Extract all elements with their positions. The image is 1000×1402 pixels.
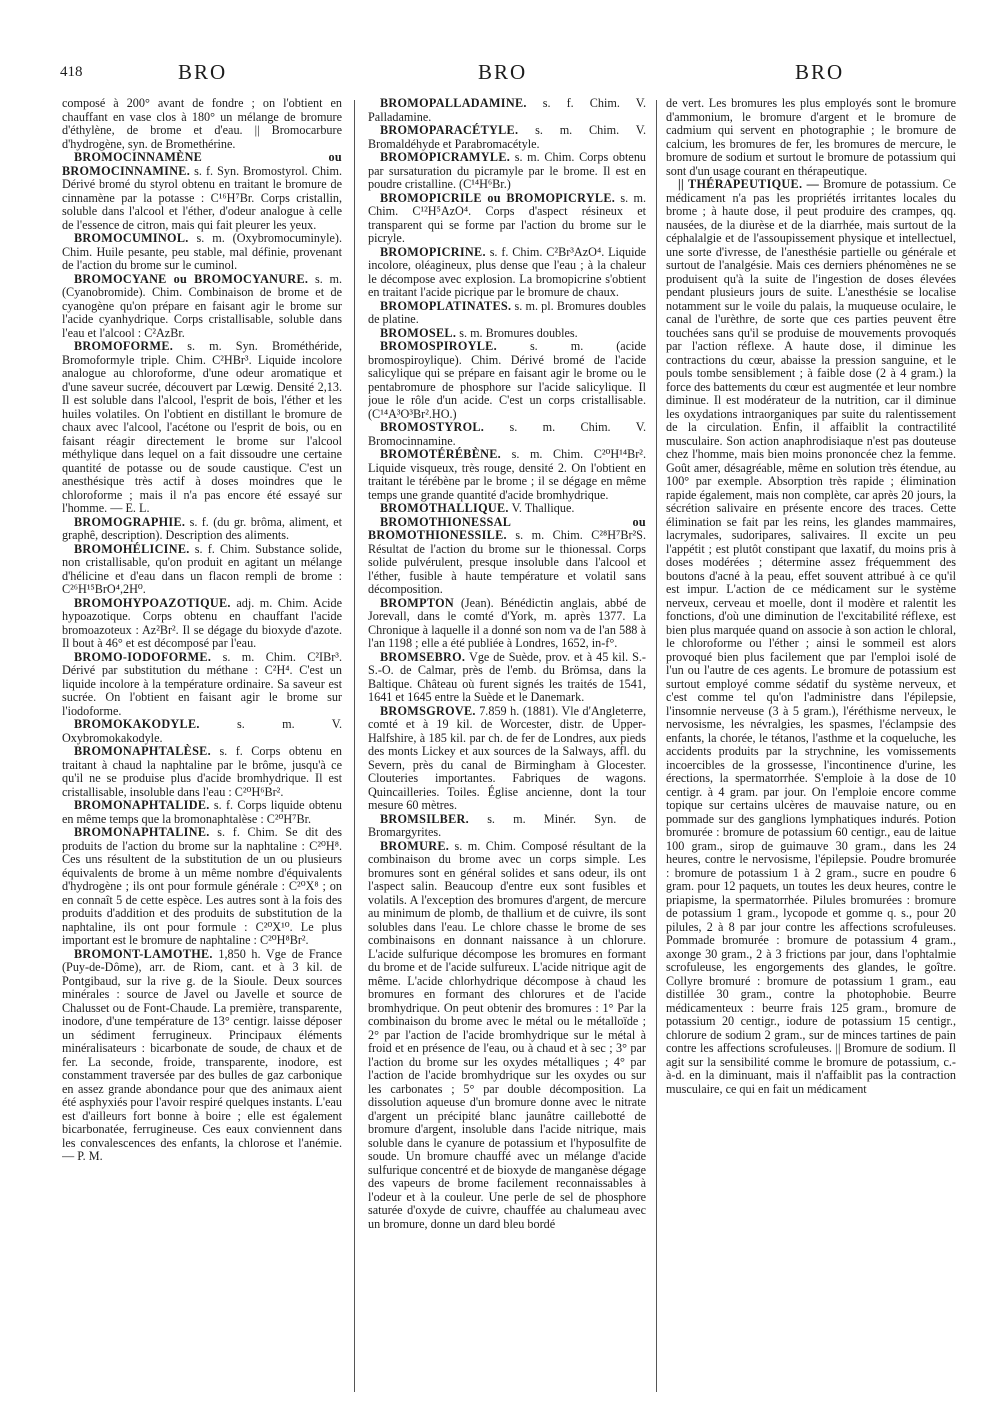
entry-text: s. m. Chim. V. Bromocinnamine. xyxy=(368,420,646,448)
entry-text: s. f. Chim. Substance solide, non cristallisable, qu'on produit en agitant un mélange d'hélicine et d'eau dans un flacon rempli de brome : C²⁶H¹⁵BrO⁴,2H⁰. xyxy=(62,541,342,596)
entry-text: s. f. Syn. Bromostyrol. Chim. Dérivé bromé du styrol obtenu en traitant le bromure de cinnamène par la potasse : C¹⁶H⁷Br. Corps cristallin, soluble dans l'alcool et l'éther, d'odeur analogue à celle de l'essence de citron, mais qui fait pleurer les yeux. xyxy=(62,163,342,232)
entry-text: s. m. Bromures doubles. xyxy=(459,325,578,340)
entry-text: s. m. Chim. V. Bromaldéhyde et Parabromacétyle. xyxy=(368,123,646,151)
entry-text: V. Thallique. xyxy=(511,501,575,515)
dictionary-entry xyxy=(368,124,646,151)
dictionary-entry xyxy=(62,745,342,799)
entry-text: 7.859 h. (1881). Vle d'Angleterre, comté et à 19 kil. de Worcester, distr. de Upper-Halfshire, à 185 kil. par ch. de fer de Londres, aux pieds des monts Lickey et aux sources de la Salways, affl. du Severn, près du canal de Birmingham à Glocester. Clouteries importantes. Fabriques de wagons. Quincailleries. Toiles. Église ancienne, dont la tour mesure 60 mètres. xyxy=(368,703,646,812)
entry-text: de vert. Les bromures les plus employés sont le bromure d'ammonium, le bromure d'argent et le bromure de cadmium qui servent en photographie ; le bromure de calcium, les bromures de fer, les bromures de mercure, le bromure de sodium et surtout le bromure de potassium qui sont d'un usage courant en thérapeutique. xyxy=(666,97,956,178)
entry-text: s. m. (Oxybromocuminyle). Chim. Huile pesante, peu stable, mal définie, provenant de l'action du brome sur le cuminol. xyxy=(62,231,342,272)
entry-headword: BROMOHYPOAZOTIQUE. xyxy=(74,595,231,610)
entry-headword: BROMOKAKODYLE. xyxy=(74,717,200,731)
dictionary-entry xyxy=(368,192,646,246)
entry-text: adj. m. Chim. Acide hypoazotique. Corps obtenu en chauffant l'acide bromoazoteux : Az²Br². Il se dégage du bioxyde d'azote. Il bout à 46° et est décomposé par l'eau. xyxy=(62,595,342,650)
dictionary-entry xyxy=(62,651,342,719)
dictionary-entry xyxy=(368,421,646,448)
dictionary-entry xyxy=(62,516,342,543)
entry-text: s. m. Chim. Composé résultant de la combinaison du brome avec un corps simple. Les bromures sont en général solides et sans odeur, ils ont l'aspect salin. Beaucoup d'entre eux sont fusibles et volatils. A l'exception des bromures d'argent, de mercure au minimum de plomb, de thallium et de cuivre, ils sont solubles dans l'eau. Le chlore chasse le brome de ses combinaisons en donnant naissance à un chlorure. L'acide sulfurique décompose les bromures en formant du brome et de l'acide sulfureux. L'acide nitrique agit de même. L'acide chlorhydrique décompose à chaud les bromures en formant des chlorures et de l'acide bromhydrique. On peut obtenir des bromures : 1° Par la combinaison du brome avec le métal ou le métalloïde ; 2° par l'action de l'acide bromhydrique sur le métal à froid et en présence de l'eau, ou à chaud et à sec ; 3° par l'action du brome sur les oxydes métalliques ; 4° par l'action de l'acide bromhydrique sur les oxydes ou sur les carbonates ; 5° par double décomposition. La dissolution aqueuse d'un bromure donne avec le nitrate d'argent un précipité blanc jaunâtre caillebotté de bromure d'argent, insoluble dans l'acide nitrique, mais soluble dans le cyanure de potassium et l'hyposulfite de soude. Un bromure chauffé avec un mélange d'acide sulfurique concentré et de bioxyde de manganèse dégage des vapeurs de brome facilement reconnaissables à l'odeur et à la couleur. Une perle de sel de phosphore saturée d'oxyde de cuivre, chauffée au chalumeau avec un bromure, donne un dard bleu bordé xyxy=(368,838,646,1231)
entry-headword: BROMONAPHTALINE. xyxy=(74,825,210,839)
page-number: 418 xyxy=(60,64,83,80)
column-divider xyxy=(354,100,355,1392)
page-header xyxy=(0,60,1000,90)
entry-headword: BROMOPALLADAMINE. xyxy=(380,97,527,110)
entry-text: composé à 200° avant de fondre ; on l'obtient en chauffant en vase clos à 180° un mélange de bromure d'éthylène, de brome et d'eau. || Bromocarbure d'hydrogène, syn. de Bromethérine. xyxy=(62,97,342,151)
dictionary-entry xyxy=(62,597,342,651)
dictionary-entry xyxy=(62,543,342,597)
entry-text: s. f. Chim. V. Palladamine. xyxy=(368,97,646,124)
dictionary-entry xyxy=(62,273,342,341)
entry-headword: BROMSILBER. xyxy=(380,811,469,826)
dictionary-entry xyxy=(368,448,646,502)
entry-headword: BROMURE. xyxy=(380,838,450,853)
dictionary-entry xyxy=(368,840,646,1232)
entry-text: Vge de Suède, prov. et à 45 kil. S.-S.-O. de Calmar, près de l'emb. du Brömsa, dans la Baltique. Château où furent signés les traités de 1541, 1641 et 1645 entre la Suède et le Danemark. xyxy=(368,649,646,704)
entry-headword: BROMOHÉLICINE. xyxy=(74,541,190,556)
entry-headword: BROMPTON xyxy=(380,595,454,610)
entry-headword: BROMO-IODOFORME. xyxy=(74,649,212,664)
dictionary-entry xyxy=(368,300,646,327)
entry-text: s. m. (acide bromospiroylique). Chim. Dérivé bromé de l'acide salicylique qui se prépare en faisant agir le brome ou le pentabromure de phosphore sur l'acide salicylique. Il joue le rôle d'un acide. C'est un corps cristallisable. (C¹⁴A³O³Br².HO.) xyxy=(368,339,646,421)
dictionary-entry xyxy=(62,799,342,826)
entry-headword: BROMOPICRAMYLE. xyxy=(380,150,511,164)
entry-text: s. m. Chim. Corps obtenu par sursaturation du picramyle par le brome. Il est en poudre cristalline. (C¹⁴H⁶Br.) xyxy=(368,150,646,191)
entry-headword: BROMOCUMINOL. xyxy=(74,231,189,245)
running-head-left: BRO xyxy=(178,60,228,84)
entry-text: s. m. Chim. C¹²H⁵AzO⁴. Corps d'aspect résineux et transparent qui se forme par l'action du brome sur le picryle. xyxy=(368,190,646,245)
entry-headword: BROMOTHIONESSAL ou BROMOTHIONESSILE. xyxy=(368,514,646,542)
entry-text: s. m. Syn. Brométhéride, Bromoformyle triple. Chim. C²HBr³. Liquide incolore analogue au chloroforme, d'une odeur aromatique et d'une saveur sucrée, découvert par Lœwig. Densité 2,13. Il est soluble dans l'alcool, l'esprit de bois, l'éther et les huiles volatiles. On l'obtient en distillant le bromure de chaux avec l'alcool, l'acétone ou l'esprit de bois, ou en faisant réagir directement le brome sur l'alcool méthylique dans lequel on a fait dissoudre une certaine quantité de potasse ou de soude caustique. C'est un anesthésique très actif à doses moindres que le chloroforme ; mais il n'a pas encore été essayé sur l'homme. — E. L. xyxy=(62,339,342,515)
dictionary-entry xyxy=(368,246,646,300)
entry-headword: BROMOTÉRÉBÈNE. xyxy=(380,447,502,461)
entry-headword: BROMONAPHTALÈSE. xyxy=(74,744,211,758)
entry-text: s. m. Chim. C²⁰H¹⁴Br². Liquide visqueux, très rouge, densité 2. On l'obtient en traitant le térébène par le brome ; il se dégage en même temps une grande quantité d'acide bromhydrique. xyxy=(368,447,646,502)
dictionary-entry xyxy=(62,826,342,948)
entry-headword: BROMOSPIROYLE. xyxy=(380,339,497,353)
entry-headword: BROMOPARACÉTYLE. xyxy=(380,123,519,137)
dictionary-entry xyxy=(368,340,646,421)
column-middle xyxy=(368,97,646,1397)
dictionary-entry xyxy=(62,718,342,745)
entry-headword: BROMOSEL. xyxy=(380,325,457,340)
dictionary-entry xyxy=(666,97,956,178)
entry-headword: BROMSGROVE. xyxy=(380,703,476,718)
dictionary-entry xyxy=(62,948,342,1164)
entry-text: s. m. Chim. C²IBr³. Dérivé par substitution du méthane : C²H⁴. C'est un liquide incolore à la température ordinaire. Sa saveur est sucrée. On l'obtient en faisant agir le brome sur l'iodoforme. xyxy=(62,649,342,718)
entry-headword: BROMOPICRILE ou BROMOPICRYLE. xyxy=(380,190,616,205)
entry-text: s. f. Corps liquide obtenu en même temps que la bromonaphtalèse : C²⁰H⁷Br. xyxy=(62,798,342,826)
entry-headword: BROMOSTYROL. xyxy=(380,420,485,434)
dictionary-entry xyxy=(368,97,646,124)
dictionary-entry xyxy=(666,178,956,1096)
entry-headword: BROMSEBRO. xyxy=(380,649,466,664)
column-divider xyxy=(656,100,657,1392)
dictionary-entry xyxy=(368,597,646,651)
entry-headword: || THÉRAPEUTIQUE. — xyxy=(678,177,820,191)
entry-text: s. m. V. Oxybromokakodyle. xyxy=(62,717,342,745)
entry-text: s. f. Chim. Se dit des produits de l'action du brome sur la naphtaline : C²⁰H⁸. Ces uns résultent de la substitution de un ou plusieurs équivalents de brome à un même nombre d'équivalents d'hydrogène ; ils ont pour formule générale : C²⁰X⁸ ; on en connaît 5 de cette espèce. Les autres sont à la fois des produits d'addition et des produits de substitution de la naphtaline, ils ont pour formule : C²⁰X¹⁰. Le plus important est le bromure de naphtaline : C²⁰H⁸Br². xyxy=(62,825,342,947)
column-right xyxy=(666,97,956,1397)
dictionary-entry xyxy=(368,651,646,705)
entry-text: s. f. Chim. C²Br³AzO⁴. Liquide incolore, oléagineux, plus dense que l'eau ; à la chaleur le décompose avec explosion. La bromopicrine s'obtient en traitant l'acide picrique par le bromure de chaux. xyxy=(368,244,646,299)
dictionary-entry xyxy=(62,151,342,232)
dictionary-entry xyxy=(62,97,342,151)
dictionary-entry xyxy=(368,151,646,192)
dictionary-entry xyxy=(368,327,646,341)
column-left xyxy=(62,97,342,1397)
running-head-center: BRO xyxy=(478,60,528,84)
entry-headword: BROMOPICRINE. xyxy=(380,244,486,259)
entry-text: Bromure de potassium. Ce médicament n'a pas les propriétés irritantes locales du brome ; à haute dose, il peut produire des crampes, qq. nausées, de la diurèse et de la diarrhée, mais surtout de la céphalalgie et de l'assoupissement physique et intellectuel, une sorte d'ivresse, de l'anesthésie partielle ou générale et surtout de l'analgésie. Mais ces derniers phénomènes ne se produisent qu'à la suite de l'ingestion de doses élevées pendant plusieurs jours de suite. L'anesthésie se localise notamment sur le voile du palais, la muqueuse oculaire, le canal de l'urèthre, de sorte que ces parties peuvent être touchées sans qu'il se produise de mouvements provoqués par l'action réflexe. A haute dose, il diminue les contractions du cœur, abaisse la pression sanguine, et le pouls tombe sensiblement ; à faible dose (2 à 4 gram.) la force des battements du cœur est augmentée et leur nombre diminue. Il est modérateur de la nutrition, car il diminue les oxydations intraorganiques par suite du ralentissement de la circulation. Enfin, il affaiblit la contractilité musculaire. Son action anaphrodisiaque n'est pas douteuse chez l'homme, mais bien moins prononcée chez la femme. Goût amer, désagréable, même en solution très étendue, au 100° par exemple. Absorption très rapide ; élimination rapide également, mais non complète, car après 20 jours, la sécrétion salivaire en présente encore des traces. Cette élimination se fait par les reins, les glandes mammaires, lacrymales, sudoripares, salivaires. Il excite un peu l'appétit ; est plutôt constipant que laxatif, du moins pris à doses modérées ; détermine assez fréquemment des boutons d'acné à la peau, effet souvent attribué à ce qu'il est impur. L'action de ce médicament sur le système nerveux, cerveau et moelle, dont il modère et ralentit les fonctions, d'où une diminution de l'excitabilité réflexe, est bien plus marquée quand on associe à son action le chloral, le chloroforme ou l'éther ; ainsi le sommeil est alors provoqué bien plus facilement que par l'emploi isolé de l'un ou l'autre de ces agents. Le bromure de potassium est surtout employé comme sédatif du système nerveux, et c'est comme tel qu'on l'administre dans l'épilepsie, l'insomnie nerveuse (3 à 5 gram.), l'éréthisme nerveux, le nervosisme, les névralgies, les spasmes, l'éclampsie des enfants, la chorée, le tétanos, l'asthme et la coqueluche, les accidents produits par la strychnine, les vomissements incoercibles de la grossesse, l'incontinence d'urine, les érections, la spermatorrhée. S'emploie à la dose de 10 centigr. à 4 gram. par jour. On l'emploie encore comme topique sur certains ulcères de mauvaise nature, ou en pommade sur des ganglions lymphatiques indurés. Potion bromurée : bromure de potassium 60 centigr., eau de laitue 100 gram., sirop de guimauve 30 gram., dans les 24 heures, contre le nervosisme, l'épilepsie. Poudre bromurée : bromure de potassium 1 à 2 gram., sucre en poudre 6 gram. pour 12 paquets, un toutes les deux heures, contre le priapisme, la spermatorrhée. Pilules bromurées : bromure de potassium 1 gram., lycopode et gomme q. s., pour 20 pilules, 2 à 8 par jour contre les affections scrofuleuses. Pommade bromurée : bromure de potassium 4 gram., axonge 30 gram., 2 à 3 frictions par jour, dans l'ophtalmie scrofuleuse, les engorgements des glandes, le goître. Collyre bromuré : bromure de potassium 1 gram., eau distillée 30 gram., contre la photophobie. Beurre médicamenteux : beurre frais 125 gram., bromure de potassium 20 centigr., iodure de potassium 15 centigr., chlorure de sodium 2 gram., sur de minces tartines de pain contre les affections scrofuleuses. || Bromure de sodium. Il agit sur la sensibilité comme le bromure de potassium, c.-à-d. en la diminuant, mais il n'affaiblit pas la contraction musculaire, ce qui en fait un médicament xyxy=(666,177,956,1096)
entry-text: s. f. Corps obtenu en traitant à chaud la naphtaline par le brôme, jusqu'à ce qu'il ne se produise plus d'acide bromhydrique. Il est cristallisable, insoluble dans l'eau : C²⁰H⁶Br². xyxy=(62,744,342,799)
dictionary-entry xyxy=(368,516,646,597)
entry-text: 1,850 h. Vge de France (Puy-de-Dôme), arr. de Riom, cant. et à 3 kil. de Pontgibaud, sur la rive g. de la Sioule. Deux sources minérales : source de Javel ou Javelle et source de Chalusset ou de Font-Chaude. La première, transparente, inodore, d'une température de 13° centigr. laisse déposer un sédiment ferrugineux. Principaux éléments minéralisateurs : bicarbonate de soude, de chaux et de fer. La seconde, froide, transparente, inodore, est constamment traversée par des bulles de gaz carbonique en assez grande abondance pour que des animaux aient été asphyxiés pour l'avoir respiré quelques instants. L'eau est d'ailleurs fort bonne à boire ; elle est également bicarbonatée, ferrugineuse. Ces eaux conviennent dans les convalescences des enfants, la chlorose et l'anémie. — P. M. xyxy=(62,946,342,1163)
dictionary-entry xyxy=(368,813,646,840)
entry-headword: BROMONAPHTALIDE. xyxy=(74,798,210,812)
entry-headword: BROMOTHALLIQUE. xyxy=(380,501,509,515)
entry-text: s. m. Minér. Syn. de Bromargyrites. xyxy=(368,811,646,839)
entry-headword: BROMOCYANE ou BROMOCYANURE. xyxy=(74,271,309,286)
entry-text: s. m. (Cyanobromide). Chim. Combinaison de brome et de cyanogène qu'on prépare en faisant agir le brome sur l'acide cyanhydrique. Corps cristallisable, soluble dans l'eau et l'alcool : C²AzBr. xyxy=(62,271,342,340)
dictionary-entry xyxy=(62,232,342,273)
dictionary-entry xyxy=(368,502,646,516)
entry-text: (Jean). Bénédictin anglais, abbé de Jorevall, dans le comté d'York, m. après 1377. La Chronique à laquelle il a donné son nom va de l'an 588 à l'an 1198 ; elle a été publiée à Londres, 1652, in-f°. xyxy=(368,595,646,650)
entry-text: s. f. (du gr. brôma, aliment, et graphê, description). Description des aliments. xyxy=(62,514,342,542)
entry-headword: BROMONT-LAMOTHE. xyxy=(74,946,213,961)
running-head-right: BRO xyxy=(795,60,845,84)
entry-headword: BROMOPLATINATES. xyxy=(380,298,512,313)
entry-text: s. m. Chim. C²⁸H⁷Br²S. Résultat de l'action du brome sur le thionessal. Corps solide pulvérulent, presque insoluble dans l'alcool et l'éther, fusible à haute température et volatil sans décomposition. xyxy=(368,528,646,596)
dictionary-entry xyxy=(62,340,342,516)
entry-headword: BROMOCINNAMÈNE ou BROMOCINNAMINE. xyxy=(62,150,342,178)
entry-text: s. m. pl. Bromures doubles de platine. xyxy=(368,298,646,326)
dictionary-entry xyxy=(368,705,646,813)
entry-headword: BROMOFORME. xyxy=(74,339,174,353)
entry-headword: BROMOGRAPHIE. xyxy=(74,514,186,529)
